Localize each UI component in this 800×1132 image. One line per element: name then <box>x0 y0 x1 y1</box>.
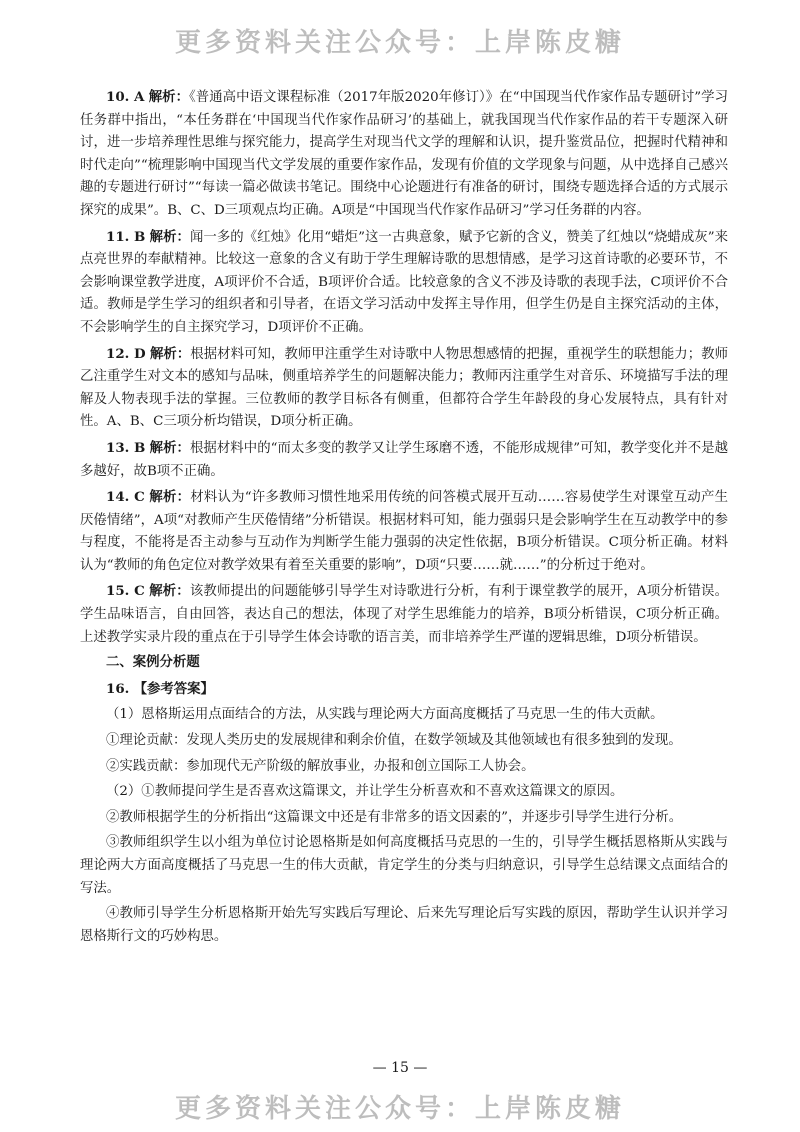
watermark-top: 更多资料关注公众号：上岸陈皮糖 <box>174 28 625 58</box>
answer-item-12 <box>80 343 728 434</box>
answer-16-line: （1）恩格斯运用点面结合的方法，从实践与理论两大方面高度概括了马克思一生的伟大贡献。 <box>106 707 664 723</box>
question-number: 15. C <box>106 583 145 600</box>
analysis-label: 解析： <box>149 439 190 456</box>
analysis-text: 根据材料中的“而太多变的教学又让学生琢磨不透，不能形成规律”可知，教学变化并不是越多越好，故B项不正确。 <box>80 440 728 479</box>
question-number: 10. A <box>106 89 145 105</box>
answer-item-14 <box>80 486 728 577</box>
answer-item-11 <box>80 226 728 340</box>
answer-16-line: ④教师引导学生分析恩格斯开始先写实践后写理论、后来先写理论后写实践的原因，帮助学生认识并学习恩格斯行文的巧妙构思。 <box>80 906 728 944</box>
answer-16-line: ②教师根据学生的分析指出“这篇课文中还是有非常多的语文因素的”，并逐步引导学生进行分析。 <box>106 809 683 825</box>
analysis-label: 解析： <box>148 89 190 105</box>
answer-16-line: ①理论贡献：发现人类历史的发展规律和剩余价值，在数学领域及其他领域也有很多独到的发现。 <box>106 733 682 749</box>
answer-16-line: （2）①教师提问学生是否喜欢这篇课文，并让学生分析喜欢和不喜欢这篇课文的原因。 <box>106 784 624 800</box>
analysis-text: 该教师提出的问题能够引导学生对诗歌进行分析，有利于课堂教学的展开，A项分析错误。学生品味语言，自由回答，表达自己的想法，体现了对学生思维能力的培养，B项分析错误，C项分析正确。上述教学实录片段的重点在于引导学生体会诗歌的语言美，而非培养学生严谨的逻辑思维，D项分析错误。 <box>80 584 728 645</box>
answer-content <box>80 86 728 951</box>
page-number: — 15 — <box>372 1060 428 1076</box>
question-number: 12. D <box>106 345 146 362</box>
answer-16-line: ③教师组织学生以小组为单位讨论恩格斯是如何高度概括马克思的一生的，引导学生概括恩格斯从实践与理论两大方面高度概括了马克思一生的伟大贡献，肯定学生的分类与归纳意识，引导学生总结课文点面结合的写法。 <box>80 835 728 896</box>
question-number: 16. <box>106 680 130 697</box>
question-number: 13. B <box>106 439 146 456</box>
answer-item-13 <box>80 437 728 483</box>
reference-answer-label: 【参考答案】 <box>133 680 214 697</box>
analysis-label: 解析： <box>149 489 191 506</box>
analysis-label: 解析： <box>149 583 190 600</box>
answer-item-16-header <box>80 678 728 702</box>
analysis-label: 解析： <box>149 228 190 245</box>
analysis-text: 《普通高中语文课程标准（2017年版2020年修订）》在“中国现当代作家作品专题研讨”学习任务群中指出，“本任务群在‘中国现当代作家作品研习’的基础上，就我国现当代作家作品的若干专题深入研讨，进一步培养理性思维与探究能力，提高学生对现当代文学的理解和认识，提升鉴赏品位，把握时代精神和时代走向”“梳理影响中国现当代文学发展的重要作家作品，发现有价值的文学现象与问题，从中选择自己感兴趣的专题进行研讨”“每读一篇必做读书笔记。围绕中心论题进行有准备的研讨，围绕专题选择合适的方式展示探究的成果”。B、C、D三项观点均正确。A项是“中国现当代作家作品研习”学习任务群的内容。 <box>80 90 729 218</box>
analysis-text: 闻一多的《红烛》化用“蜡炬”这一古典意象，赋予它新的含义，赞美了红烛以“烧蜡成灰”来点亮世界的奉献精神。比较这一意象的含义有助于学生理解诗歌的思想情感，是学习这首诗歌的必要环节，不会影响课堂教学进度，A项评价不合适，B项评价合适。比较意象的含义不涉及诗歌的表现手法，C项评价不合适。教师是学生学习的组织者和引导者，在语文学习活动中发挥主导作用，但学生仍是自主探究活动的主体，不会影响学生的自主探究学习，D项评价不正确。 <box>80 229 729 335</box>
analysis-label: 解析： <box>149 345 191 362</box>
question-number: 14. C <box>106 489 145 506</box>
question-number: 11. B <box>106 228 146 245</box>
answer-16-line: ②实践贡献：参加现代无产阶级的解放事业，办报和创立国际工人协会。 <box>106 758 535 774</box>
answer-item-15 <box>80 580 728 649</box>
analysis-text: 根据材料可知，教师甲注重学生对诗歌中人物思想感情的把握，重视学生的联想能力；教师乙注重学生对文本的感知与品味，侧重培养学生的问题解决能力；教师丙注重学生对音乐、环境描写手法的理解及人物表现手法的掌握。三位教师的教学目标各有侧重，但都符合学生年龄段的身心发展特点，具有针对性。A、B、C三项分析均错误，D项分析正确。 <box>80 346 728 430</box>
analysis-text: 材料认为“许多教师习惯性地采用传统的问答模式展开互动……容易使学生对课堂互动产生厌倦情绪”，A项“对教师产生厌倦情绪”分析错误。根据材料可知，能力强弱只是会影响学生在互动教学中的参与程度，不能将是否主动参与互动作为判断学生能力强弱的决定性依据，B项分析错误。C项分析正确。材料认为“教师的角色定位对教学效果有着至关重要的影响”，D项“只要……就……”的分析过于绝对。 <box>80 490 729 573</box>
section-title: 二、案例分析题 <box>106 655 200 671</box>
section-heading <box>80 652 728 675</box>
answer-item-10 <box>80 86 728 223</box>
watermark-bottom: 更多资料关注公众号：上岸陈皮糖 <box>174 1094 625 1124</box>
